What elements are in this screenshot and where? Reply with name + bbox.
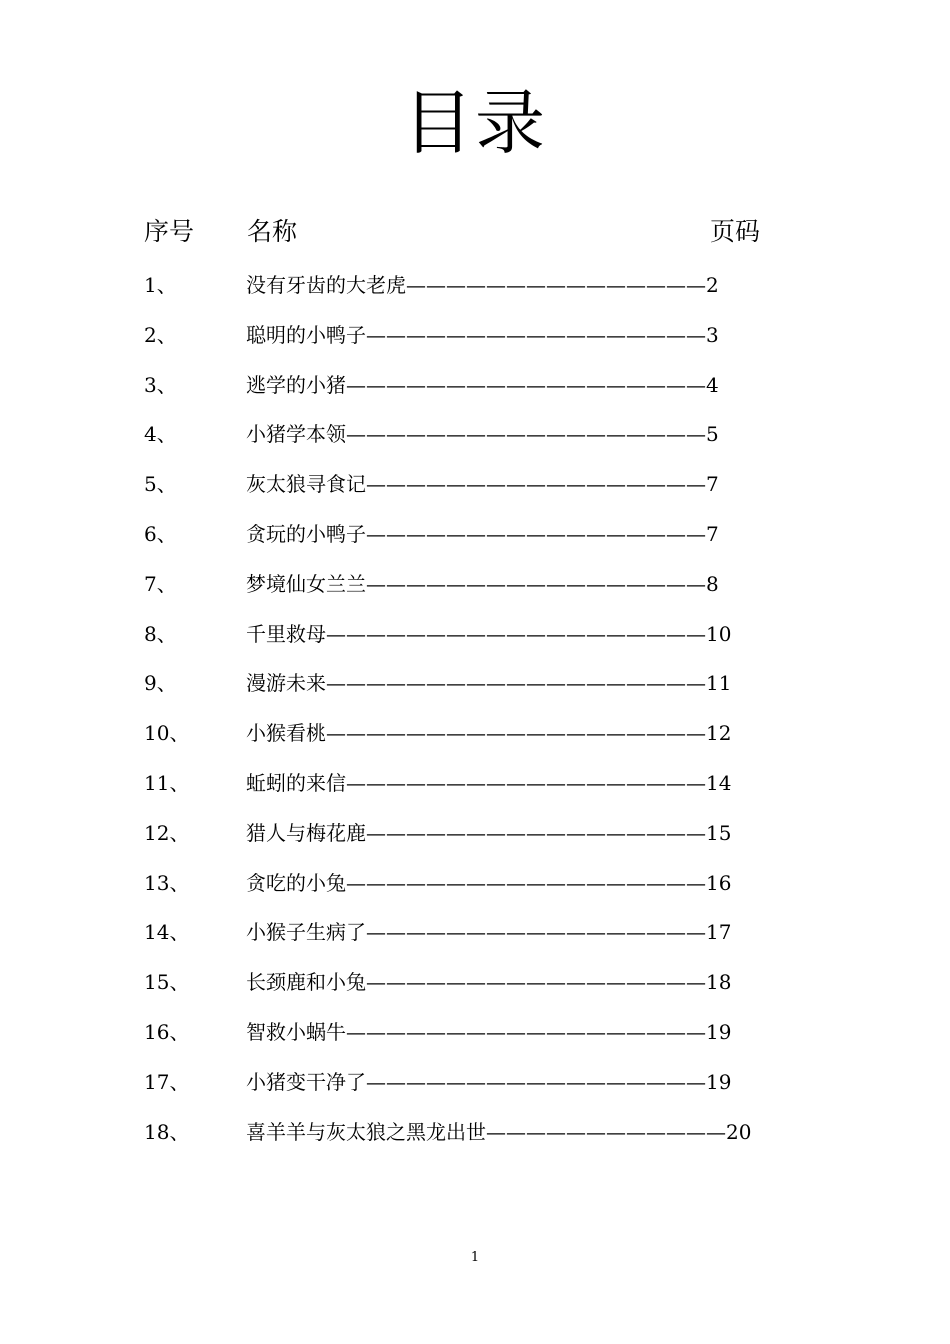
toc-row[interactable] (0, 469, 950, 519)
toc-number: 8、 (144, 621, 177, 646)
toc-row[interactable] (0, 917, 950, 967)
header-page-number: 页码 (710, 217, 761, 246)
toc-entry: 蚯蚓的来信——————————————————14 (246, 770, 732, 795)
toc-number: 2、 (144, 322, 177, 347)
toc-entry: 漫游未来———————————————————11 (246, 671, 732, 696)
toc-row[interactable] (0, 768, 950, 818)
toc-number: 1、 (144, 273, 177, 297)
toc-number: 3、 (144, 372, 177, 397)
toc-row[interactable] (0, 419, 950, 469)
toc-row[interactable] (0, 1117, 950, 1167)
toc-number: 15、 (144, 970, 190, 995)
toc-number: 4、 (144, 422, 177, 447)
toc-entry: 智救小蜗牛——————————————————19 (246, 1019, 732, 1044)
footer-page-number: 1 (470, 1250, 480, 1265)
toc-row[interactable] (0, 718, 950, 768)
toc-row[interactable] (0, 519, 950, 569)
toc-number: 9、 (144, 671, 177, 696)
toc-list (0, 270, 950, 1166)
toc-entry: 贪玩的小鸭子—————————————————7 (246, 521, 719, 546)
toc-row[interactable] (0, 818, 950, 868)
toc-number: 6、 (144, 521, 177, 546)
toc-number: 18、 (144, 1119, 190, 1144)
toc-row[interactable] (0, 619, 950, 669)
toc-entry: 梦境仙女兰兰—————————————————8 (246, 571, 719, 596)
toc-entry: 小猴看桃———————————————————12 (246, 721, 732, 746)
toc-entry: 没有牙齿的大老虎———————————————2 (246, 273, 719, 297)
toc-entry: 小猪变干净了—————————————————19 (246, 1069, 732, 1094)
toc-entry: 喜羊羊与灰太狼之黑龙出世————————————20 (246, 1119, 752, 1144)
toc-row[interactable] (0, 1067, 950, 1117)
toc-entry: 千里救母———————————————————10 (246, 621, 732, 646)
toc-number: 11、 (144, 770, 190, 795)
toc-entry: 长颈鹿和小兔—————————————————18 (246, 970, 732, 995)
toc-entry: 灰太狼寻食记—————————————————7 (246, 472, 719, 497)
toc-row[interactable] (0, 967, 950, 1017)
page-title: 目录 (403, 82, 547, 164)
toc-row[interactable] (0, 868, 950, 918)
toc-entry: 小猪学本领——————————————————5 (246, 422, 719, 447)
toc-number: 10、 (144, 721, 190, 746)
toc-row[interactable] (0, 569, 950, 619)
toc-row[interactable] (0, 668, 950, 718)
toc-entry: 贪吃的小兔——————————————————16 (246, 870, 732, 895)
header-name: 名称 (247, 217, 298, 246)
toc-row[interactable] (0, 270, 950, 320)
header-serial-number: 序号 (144, 217, 195, 246)
toc-entry: 小猴子生病了—————————————————17 (246, 920, 732, 945)
toc-number: 12、 (144, 820, 190, 845)
toc-number: 5、 (144, 472, 177, 497)
toc-row[interactable] (0, 370, 950, 420)
toc-number: 17、 (144, 1069, 190, 1094)
toc-number: 7、 (144, 571, 177, 596)
toc-number: 14、 (144, 920, 190, 945)
toc-number: 13、 (144, 870, 190, 895)
toc-entry: 逃学的小猪——————————————————4 (246, 372, 719, 397)
toc-header (0, 214, 950, 250)
toc-entry: 猎人与梅花鹿—————————————————15 (246, 820, 732, 845)
toc-row[interactable] (0, 320, 950, 370)
toc-entry: 聪明的小鸭子—————————————————3 (246, 322, 719, 347)
toc-row[interactable] (0, 1017, 950, 1067)
toc-number: 16、 (144, 1019, 190, 1044)
